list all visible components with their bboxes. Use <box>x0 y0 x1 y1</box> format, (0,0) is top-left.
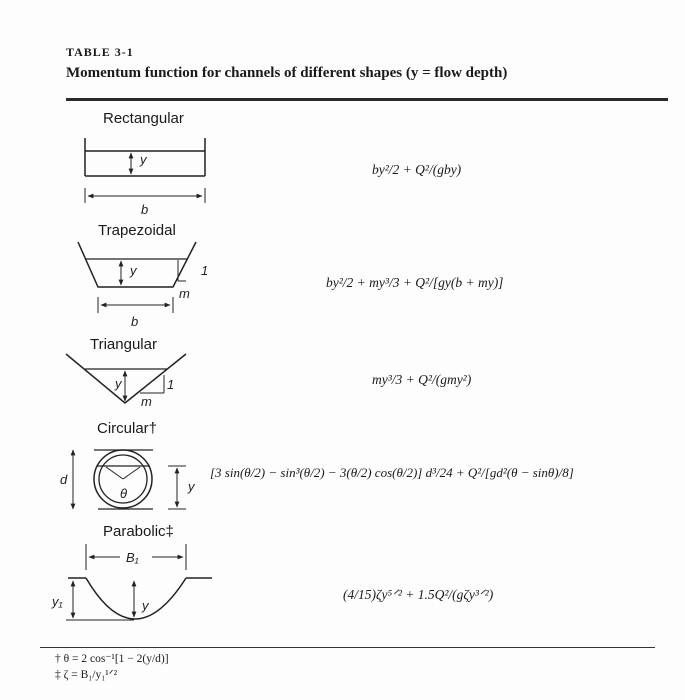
circular-diagram <box>73 450 186 509</box>
dim-y-rect: y <box>140 152 147 167</box>
dim-y1-para: y₁ <box>52 594 63 609</box>
formula-triangular: my³/3 + Q²/(gmy²) <box>372 372 472 387</box>
label-rectangular: Rectangular <box>103 110 184 127</box>
dim-m-tri: m <box>141 394 152 409</box>
trapezoidal-diagram <box>78 242 196 313</box>
dim-b-trap: b <box>131 314 139 329</box>
formula-circular: [3 sin(θ/2) − sin³(θ/2) − 3(θ/2) cos(θ/2)] d³/24 + Q²/[gd²(θ − sinθ)/8] <box>210 465 574 480</box>
formula-parabolic: (4/15)ζy⁵ᐟ² + 1.5Q²/(gζy³ᐟ²) <box>343 587 494 602</box>
dim-y-para: y <box>142 598 149 613</box>
label-parabolic: Parabolic‡ <box>103 523 174 540</box>
dim-theta-circ: θ <box>120 486 128 501</box>
footnote-theta: † θ = 2 cos⁻¹[1 − 2(y/d)] <box>55 653 169 665</box>
dim-y-circ: y <box>188 479 195 494</box>
label-triangular: Triangular <box>90 336 157 353</box>
dim-d-circ: d <box>60 472 68 487</box>
dim-b-rect: b <box>141 202 149 217</box>
dim-y-trap: y <box>130 263 137 278</box>
footnote-zeta: ‡ ζ = B₁/y₁¹ᐟ² <box>55 669 118 681</box>
table-title: Momentum function for channels of different shapes (y = flow depth) <box>66 65 508 81</box>
dim-1-tri: 1 <box>167 377 175 392</box>
dim-B1-para: B₁ <box>126 550 139 565</box>
label-circular: Circular† <box>97 420 158 437</box>
dim-y-tri: y <box>115 376 122 391</box>
formula-rectangular: by²/2 + Q²/(gby) <box>372 162 462 177</box>
rectangular-diagram <box>85 138 205 203</box>
footnote-rule <box>40 647 655 648</box>
dim-1-trap: 1 <box>201 263 209 278</box>
dim-m-trap: m <box>179 286 190 301</box>
parabolic-diagram <box>66 544 212 620</box>
label-trapezoidal: Trapezoidal <box>98 222 176 239</box>
table-number: TABLE 3-1 <box>66 45 134 59</box>
formula-trapezoidal: by²/2 + my³/3 + Q²/[gy(b + my)] <box>326 275 504 290</box>
